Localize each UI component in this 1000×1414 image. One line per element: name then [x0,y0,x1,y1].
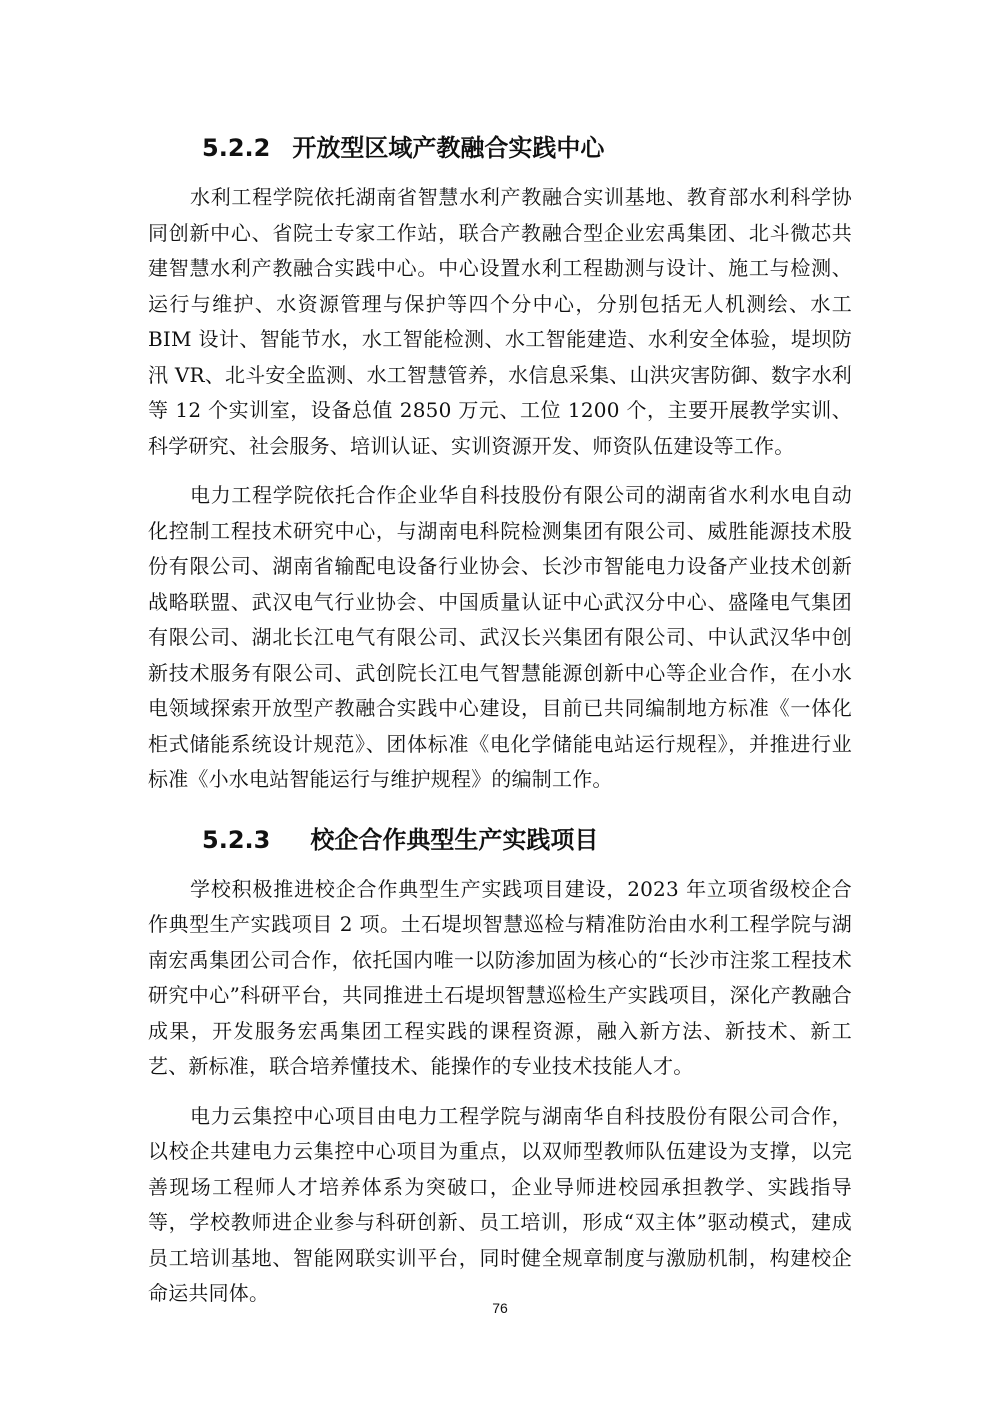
paragraph: 学校积极推进校企合作典型生产实践项目建设，2023 年立项省级校企合作典型生产实践项目 2 项。土石堤坝智慧巡检与精准防治由水利工程学院与湖南宏禹集团公司合作，依托国内唯一以防渗加固为核心的“长沙市注浆工程技术研究中心”科研平台，共同推进土石堤坝智慧巡检生产实践项目，深化产教融合成果，开发服务宏禹集团工程实践的课程资源，融入新方法、新技术、新工艺、新标准，联合培养懂技术、能操作的专业技术技能人才。 [148,876,852,1078]
section-title: 校企合作典型生产实践项目 [310,825,599,854]
paragraph: 水利工程学院依托湖南省智慧水利产教融合实训基地、教育部水利科学协同创新中心、省院士专家工作站，联合产教融合型企业宏禹集团、北斗微芯共建智慧水利产教融合实践中心。中心设置水利工程勘测与设计、施工与检测、运行与维护、水资源管理与保护等四个分中心，分别包括无人机测绘、水工 BIM 设计、智能节水，水工智能检测、水工智能建造、水利安全体验，堤坝防汛 VR、北斗安全监测、水工智慧管养，水信息采集、山洪灾害防御、数字水利等 12 个实训室，设备总值 2850 万元、工位 1200 个，主要开展教学实训、科学研究、社会服务、培训认证、实训资源开发、师资队伍建设等工作。 [148,185,852,458]
section-heading-5-2-3 [148,822,852,858]
section-number: 5.2.2 [202,134,271,162]
section-number: 5.2.3 [202,825,271,854]
page-number: 76 [492,1300,508,1316]
section-title: 开放型区域产教融合实践中心 [292,134,605,162]
paragraph: 电力云集控中心项目由电力工程学院与湖南华自科技股份有限公司合作，以校企共建电力云集控中心项目为重点，以双师型教师队伍建设为支撑，以完善现场工程师人才培养体系为突破口，企业导师进校园承担教学、实践指导等，学校教师进企业参与科研创新、员工培训，形成“双主体”驱动模式，建成员工培训基地、智能网联实训平台，同时健全规章制度与激励机制，构建校企命运共同体。 [148,1103,852,1305]
page-content [148,130,852,1326]
paragraph: 电力工程学院依托合作企业华自科技股份有限公司的湖南省水利水电自动化控制工程技术研究中心，与湖南电科院检测集团有限公司、威胜能源技术股份有限公司、湖南省输配电设备行业协会、长沙市智能电力设备产业技术创新战略联盟、武汉电气行业协会、中国质量认证中心武汉分中心、盛隆电气集团有限公司、湖北长江电气有限公司、武汉长兴集团有限公司、中认武汉华中创新技术服务有限公司、武创院长江电气智慧能源创新中心等企业合作，在小水电领域探索开放型产教融合实践中心建设，目前已共同编制地方标准《一体化柜式储能系统设计规范》、团体标准《电化学储能电站运行规程》，并推进行业标准《小水电站智能运行与维护规程》的编制工作。 [148,483,852,791]
section-heading-5-2-2 [148,130,852,166]
